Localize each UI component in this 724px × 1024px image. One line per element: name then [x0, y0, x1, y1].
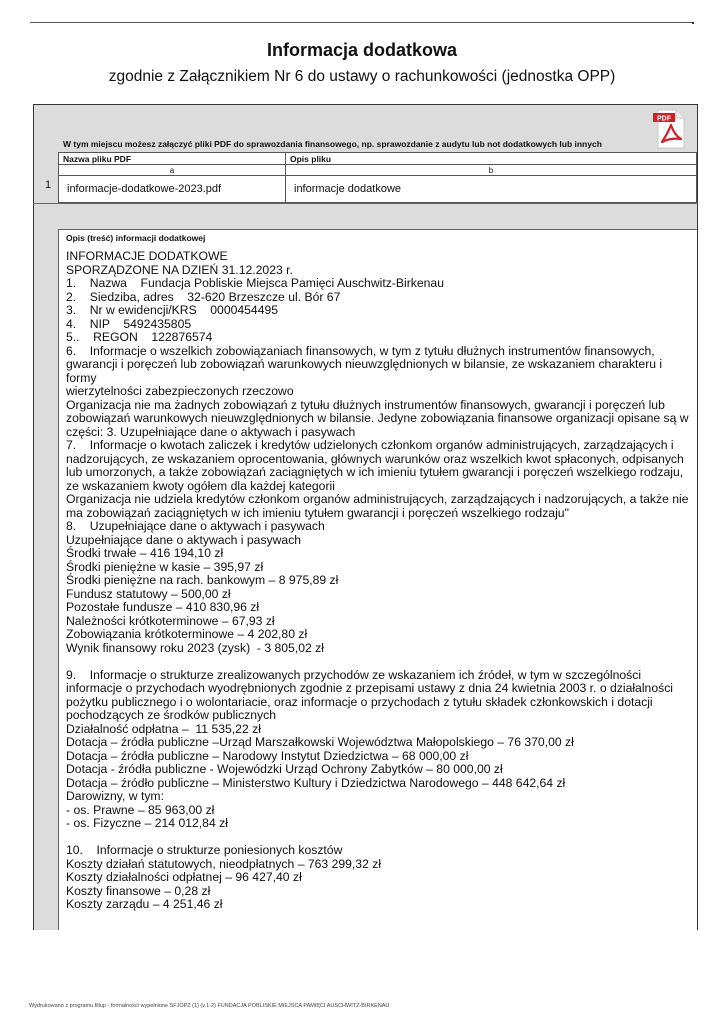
description-line: 4. NIP 5492435805	[66, 316, 192, 331]
attachment-note: W tym miejscu możesz załączyć pliki PDF do sprawozdania finansowego, np. sprawozdanie z audytu lub not dodatkowych lub innych	[63, 139, 602, 149]
description-line: Działalność odpłatna – 11 535,22 zł	[66, 721, 261, 736]
column-header-file-name: Nazwa pliku PDF	[59, 153, 286, 165]
description-line: Fundusz statutowy – 500,00 zł	[66, 586, 231, 601]
description-top-rule	[58, 229, 697, 230]
description-line: SPORZĄDZONE NA DZIEŃ 31.12.2023 r.	[66, 262, 293, 277]
description-line: gwarancji i poręczeń lub zobowiązań warunkowych nieuwzględnionych w bilansie, ze wskazaniem charakteru i formy	[66, 357, 666, 385]
description-line: Dotacja – źródła publiczne – Narodowy Instytut Dziedzictwa – 68 000,00 zł	[66, 748, 469, 763]
print-footer: Wydrukowano z programu fillup - formalności wypełnione SFJOPZ (1) (v.1-2) FUNDACJA POBLISKIE MIEJSCA PAMIĘCI AUSCHWITZ-BIRKENAU	[29, 1003, 390, 1009]
description-line: ma zobowiązań zaciągniętych w ich imieniu tytułem gwarancji i poręczeń wszelkiego rodzaju"	[66, 505, 569, 520]
description-line: Koszty działalności odpłatnej – 96 427,40 zł	[66, 870, 302, 884]
description-line: 1. Nazwa Fundacja Pobliskie Miejsca Pamięci Auschwitz-Birkenau	[66, 276, 444, 290]
description-line: Organizacja nie udziela kredytów członkom organów administrujących, zarządzających i nadzorujących, a także nie	[66, 492, 689, 506]
description-line: Środki pieniężne w kasie – 395,97 zł	[66, 559, 264, 574]
page-title: Informacja dodatkowa	[266, 40, 458, 60]
description-line: INFORMACJE DODATKOWE	[66, 249, 228, 263]
description-line: 9. Informacje o strukturze zrealizowanych przychodów ze wskazaniem ich źródeł, w tym w szczególności	[66, 667, 642, 682]
description-line: Środki pieniężne na rach. bankowym – 8 975,89 zł	[66, 573, 339, 587]
svg-text:PDF: PDF	[657, 115, 671, 123]
description-line: Wynik finansowy roku 2023 (zysk) - 3 805,02 zł	[66, 640, 324, 655]
description-line: - os. Fizyczne – 214 012,84 zł	[66, 816, 228, 830]
description-line: Koszty zarządu – 4 251,46 zł	[66, 897, 223, 911]
description-line: Środki trwałe – 416 194,10 zł	[66, 546, 224, 560]
attachment-table	[58, 152, 697, 203]
description-line: Darowizny, w tym:	[66, 789, 164, 803]
description-line: - os. Prawne – 85 963,00 zł	[66, 802, 215, 817]
description-label: Opis (treść) informacji dodatkowej	[66, 233, 206, 243]
description-line: Koszty finansowe – 0,28 zł	[66, 883, 211, 898]
description-line: 3. Nr w ewidencji/KRS 0000454495	[66, 303, 279, 317]
column-header-description: Opis pliku	[286, 153, 697, 165]
pdf-file-icon[interactable]	[652, 108, 686, 150]
description-line: Należności krótkoterminowe – 67,93 zł	[66, 613, 275, 628]
description-line: lub umorzonych, a także zobowiązań zaciągniętych w ich imieniu tytułem gwarancji i poręczeń wszelkiego rodzaju,	[66, 465, 684, 479]
description-line: 2. Siedziba, adres 32-620 Brzeszcze ul. Bór 67	[66, 289, 341, 304]
description-line: wierzytelności zabezpieczonych rzeczowo	[66, 384, 294, 398]
page-subtitle: zgodnie z Załącznikiem Nr 6 do ustawy o rachunkowości (jednostka OPP)	[108, 68, 616, 85]
description-line: 6. Informacje o wszelkich zobowiązaniach finansowych, w tym z tytułu dłużnych instrumentów finansowych,	[66, 343, 655, 358]
description-line: 7. Informacje o kwotach zaliczek i kredytów udzielonych członkom organów administrujących, zarządzających i	[66, 438, 674, 452]
description-line: ze wskazaniem kwoty ogółem dla każdej kategorii	[66, 478, 335, 493]
description-line: pożytku publicznego i o wolontariacie, oraz informacje o przychodach z tytułu składek członkowskich i dotacji	[66, 694, 653, 709]
description-line: Dotacja - źródła publiczne - Wojewódzki Urząd Ochrony Zabytków – 80 000,00 zł	[66, 762, 503, 776]
description-line: Pozostałe fundusze – 410 830,96 zł	[66, 600, 260, 614]
description-line: Organizacja nie ma żadnych zobowiązań z tytułu dłużnych instrumentów finansowych, gwarancji i poręczeń lub	[66, 397, 665, 412]
description-line: Koszty działań statutowych, nieodpłatnych – 763 299,32 zł	[66, 856, 382, 871]
description-line: 10. Informacje o strukturze poniesionych kosztów	[66, 843, 343, 857]
description-line	[66, 831, 691, 845]
description-line: nadzorujących, ze wskazaniem oprocentowania, głównych warunków oraz wszelkich kwot spłaconych, odpisanych	[66, 451, 684, 466]
file-name-cell[interactable]: informacje-dodatkowe-2023.pdf	[59, 176, 286, 203]
top-rule-dot	[692, 22, 694, 24]
description-line: Uzupełniające dane o aktywach i pasywach	[66, 532, 302, 547]
description-line: Dotacja – źródło publiczne – Ministerstwo Kultury i Dziedzictwa Narodowego – 448 642,64 zł	[66, 775, 566, 790]
description-content[interactable]	[66, 250, 691, 912]
column-letter-a: a	[59, 165, 286, 176]
description-line: pochodzących ze środków publicznych	[66, 708, 277, 722]
top-rule	[30, 22, 694, 23]
description-line: zobowiązań warunkowych nieuwzględnionych w bilansie. Jedyne zobowiązania finansowe organizacji opisane są w	[66, 411, 689, 425]
description-line: 8. Uzupełniające dane o aktywach i pasywach	[66, 519, 325, 533]
row-number: 1	[45, 179, 52, 191]
description-line: Dotacja – źródła publiczne –Urząd Marszałkowski Województwa Małopolskiego – 76 370,00 zł	[66, 735, 574, 749]
table-row	[59, 176, 697, 203]
description-line: informacje o przychodach wyodrębnionych zgodnie z przepisami ustawy z dnia 24 kwietnia 2003 r. o działalności	[66, 681, 673, 695]
column-letter-b: b	[286, 165, 697, 176]
file-description-cell[interactable]: informacje dodatkowe	[286, 176, 697, 203]
description-line: Zobowiązania krótkoterminowe – 4 202,80 zł	[66, 627, 308, 641]
description-line: 5.. REGON 122876574	[66, 330, 213, 344]
description-line	[66, 655, 691, 669]
section-divider	[33, 203, 698, 204]
description-line: części: 3. Uzupełniające dane o aktywach i pasywach	[66, 424, 356, 439]
